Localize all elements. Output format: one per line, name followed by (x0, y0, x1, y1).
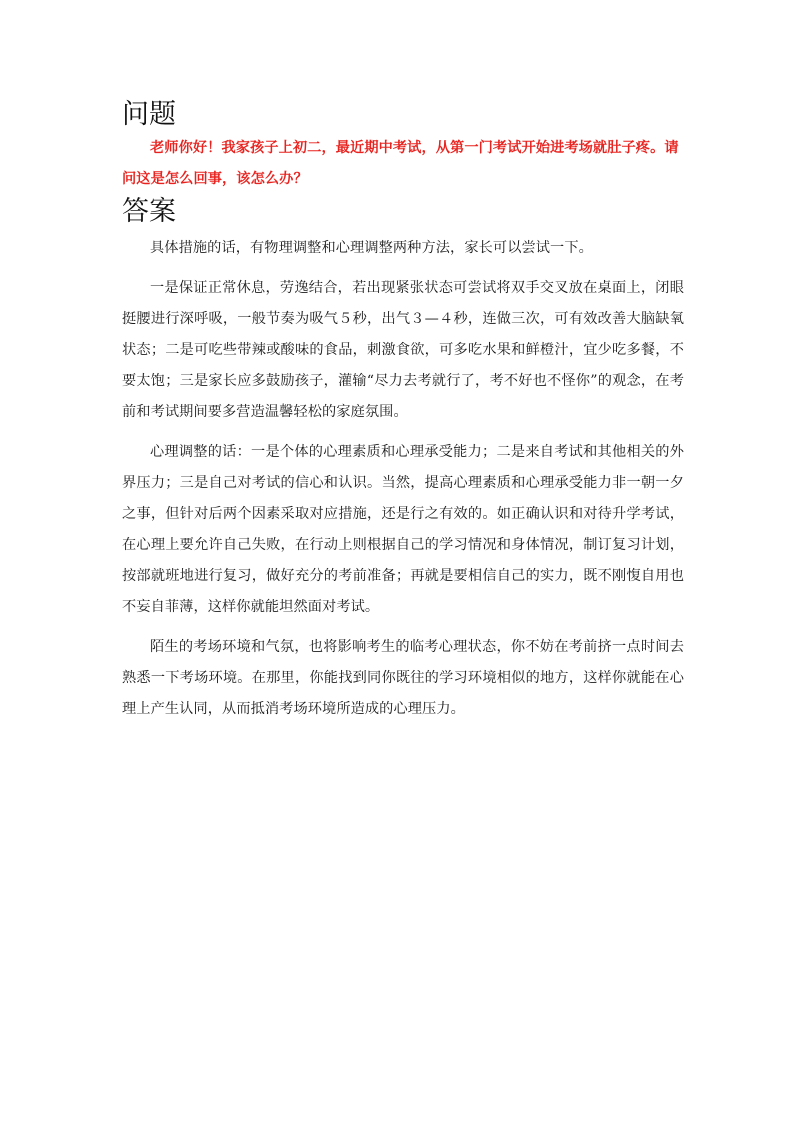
answer-body (122, 233, 684, 734)
answer-paragraph-physical: 一是保证正常休息，劳逸结合，若出现紧张状态可尝试将双手交叉放在桌面上，闭眼挺腰进行深呼吸，一般节奏为吸气５秒，出气３—４秒，连做三次，可有效改善大脑缺氧状态；二是可吃些带辣或酸味的食品，刺激食欲，可多吃水果和鲜橙汁，宜少吃多餐，不要太饱；三是家长应多鼓励孩子，灌输“尽力去考就行了，考不好也不怪你”的观念，在考前和考试期间要多营造温馨轻松的家庭氛围。 (122, 280, 684, 420)
question-text: 老师你好！我家孩子上初二，最近期中考试，从第一门考试开始进考场就肚子疼。请问这是怎么回事，该怎么办？ (122, 140, 679, 187)
answer-paragraph-intro: 具体措施的话，有物理调整和心理调整两种方法，家长可以尝试一下。 (150, 240, 593, 256)
answer-heading: 答案 (122, 196, 176, 227)
answer-paragraph-environment: 陌生的考场环境和气氛，也将影响考生的临考心理状态，你不妨在考前挤一点时间去熟悉一下考场环境。在那里，你能找到同你既往的学习环境相似的地方，这样你就能在心理上产生认同，从而抵消考场环境所造成的心理压力。 (122, 639, 684, 717)
answer-paragraph-psychological: 心理调整的话：一是个体的心理素质和心理承受能力；二是来自考试和其他相关的外界压力；三是自己对考试的信心和认识。当然，提高心理素质和心理承受能力非一朝一夕之事，但针对后两个因素采取对应措施，还是行之有效的。如正确认识和对待升学考试，在心理上要允许自己失败，在行动上则根据自己的学习情况和身体情况，制订复习计划，按部就班地进行复习，做好充分的考前准备；再就是要相信自己的实力，既不刚愎自用也不妄自菲薄，这样你就能坦然面对考试。 (122, 444, 684, 615)
question-heading: 问题 (122, 99, 176, 130)
